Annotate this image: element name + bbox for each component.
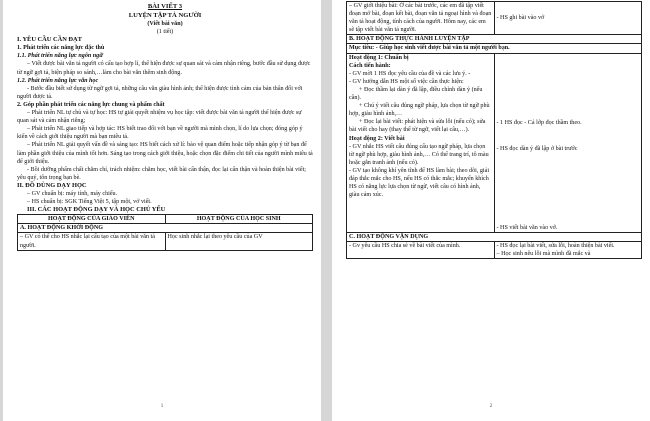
document-page-2	[332, 0, 650, 421]
list-item: - GV tạo không khí yên tĩnh để HS làm bài; theo dõi, giải đáp thắc mắc cho HS, nếu HS có thắc mắc; khuyến khích HS có năng lực lựa chọn từ ngữ, viết câu có hình ảnh, giàu cảm xúc.	[349, 167, 490, 199]
student-response: - 1 HS đọc - Cả lớp đọc thầm theo.	[496, 119, 582, 126]
paragraph: - Bồi dưỡng phẩm chất chăm chỉ, trách nhiệm: chăm học, viết bài cẩn thận, đọc lại cẩn thận và hoàn thiện bài viết; yêu quý, tôn trọng bạn bè.	[17, 166, 306, 181]
objective-cell	[347, 44, 642, 53]
subsubsection-heading: 1.2. Phát triển năng lực văn học	[17, 77, 99, 84]
section-a-heading: A. HOẠT ĐỘNG KHỞI ĐỘNG	[18, 224, 313, 233]
page-2-content	[346, 1, 642, 259]
student-cell: Học sinh nhắc lại theo yêu cầu của GV	[165, 233, 313, 250]
section-b-heading: B. HOẠT ĐỘNG THỰC HÀNH LUYỆN TẬP	[347, 35, 642, 44]
column-header-teacher: HOẠT ĐỘNG CỦA GIÁO VIÊN	[18, 215, 166, 224]
paragraph: – HS chuẩn bị: SGK Tiếng Việt 5, tập một, vở viết.	[27, 199, 152, 206]
list-item: + Đọc thầm lại dàn ý đã lập, điều chỉnh dàn ý (nếu cần).	[349, 86, 483, 102]
page-number: 2	[489, 404, 493, 409]
paragraph: – Phát triển NL tự chủ và tự học: HS tự giải quyết nhiệm vụ học tập: viết được bài văn tả người thể hiện được sự quan sát và cảm nhận riêng;	[17, 110, 302, 125]
list-item: + Đọc lại bài viết: phát hiện và sửa lỗi (nếu có); sửa bài viết cho hay (thay thế từ ngữ, viết lại câu,…).	[349, 119, 486, 134]
teacher-cell: – GV có thể cho HS nhắc lại cấu tạo của một bài văn tả người.	[18, 233, 166, 250]
table-section-row	[347, 35, 642, 44]
section-c-heading: C. HOẠT ĐỘNG VẬN DỤNG	[347, 232, 642, 241]
table-header-row	[18, 215, 313, 224]
student-response: – Học sinh nêu lỗi mà mình đã mắc và	[496, 251, 591, 258]
teacher-cell: – GV giới thiệu bài: Ở các bài trước, các em đã tập viết đoạn mở bài, đoạn kết bài, đoạn văn tả ngoại hình và đoạn văn tả hoạt động, tính cách của người. Hôm nay, các em sẽ tập viết bài văn tả người.	[347, 2, 495, 35]
objective-text: Mục tiêu: - Giúp học sinh viết được bài văn tả một người bạn.	[349, 45, 510, 52]
list-item: + Chú ý viết câu đúng ngữ pháp, lựa chọn từ ngữ phù hợp, giàu hình ảnh,…	[349, 103, 490, 118]
lesson-number: BÀI VIẾT 3	[147, 3, 183, 10]
paragraph: – GV chuẩn bị: máy tính, máy chiếu.	[27, 190, 118, 197]
table-row	[18, 233, 313, 250]
paragraph: – Phát triển NL giao tiếp và hợp tác: HS biết trao đổi với bạn về người mà mình chọn, lí do lựa chọn; đóng góp ý kiến về cách giới thiệu người mà bạn miêu tả.	[17, 126, 303, 141]
section-heading: II. ĐỒ DÙNG DẠY HỌC	[17, 181, 87, 189]
table-section-row	[18, 224, 313, 233]
lesson-duration: (1 tiết)	[156, 29, 174, 36]
page-number: 1	[160, 404, 164, 409]
table-row	[347, 2, 642, 35]
table-row	[347, 44, 642, 53]
activity-heading: Hoạt động 2: Viết bài	[349, 135, 405, 142]
student-cell	[494, 241, 642, 258]
procedure-label: Cách tiến hành:	[349, 62, 391, 69]
page-1-content	[17, 3, 313, 251]
activity-table	[17, 214, 313, 250]
student-response: - HS đọc lại bài viết, sửa lỗi, hoàn thiện bài viết.	[496, 242, 615, 249]
subsection-heading: 2. Góp phần phát triển các năng lực chung và phẩm chất	[17, 101, 165, 108]
activity-table-continued	[346, 1, 642, 259]
table-row	[347, 53, 642, 232]
student-cell	[494, 53, 642, 232]
table-row	[347, 241, 642, 258]
section-heading: I. YÊU CẦU CẦN ĐẠT	[17, 36, 82, 44]
teacher-cell	[347, 53, 495, 232]
lesson-title: LUYỆN TẬP TẢ NGƯỜI	[128, 11, 202, 19]
list-item: - GV hướng dẫn HS một số việc cần thực hiện:	[349, 78, 464, 85]
list-item: - GV mời 1 HS đọc yêu cầu của đề và các lưu ý. -	[349, 70, 471, 77]
section-heading: III. CÁC HOẠT ĐỘNG DẠY VÀ HỌC CHỦ YẾU	[27, 206, 166, 214]
subsubsection-heading: 1.1. Phát triển năng lực ngôn ngữ	[17, 53, 103, 60]
teacher-cell: - Gv yêu cầu HS chia sẻ về bài viết của mình.	[347, 241, 495, 258]
paragraph: – Phát triển NL giải quyết vấn đề và sáng tạo: HS biết cách xử lí: bảo vệ quan điểm hoặc tiếp nhận góp ý từ bạn để làm phần giới thiệu của mình tốt hơn. Sáng tạo trong cách giới thiệu, hoặc chọn đặc điểm chi tiết của người mình miêu tả để giới thiệu.	[17, 142, 313, 165]
activity-heading: Hoạt động 1: Chuẩn bị	[349, 54, 409, 61]
subsection-heading: 1. Phát triển các năng lực đặc thù	[17, 45, 105, 52]
student-response: - HS viết bài văn vào vở.	[496, 224, 558, 231]
column-header-student: HOẠT ĐỘNG CỦA HỌC SINH	[165, 215, 313, 224]
paragraph: - Bước đầu biết sử dụng từ ngữ gợi tả, những câu văn giàu hình ảnh; thể hiện được tình cảm của bản thân đối với người được tả.	[17, 85, 303, 100]
student-cell: - HS ghi bài vào vở	[494, 2, 642, 35]
student-response: - HS đọc dàn ý đã lập ở bài trước	[496, 145, 578, 152]
document-page-1	[3, 0, 321, 421]
list-item: - GV nhắc HS viết câu đúng cấu tạo ngữ pháp, lựa chọn từ ngữ phù hợp, giàu hình ảnh,… Có thể trang trí, tô màu hoặc gắn tranh ảnh (nếu có).	[349, 143, 489, 166]
lesson-subtitle: (Viết bài văn)	[147, 21, 183, 27]
table-section-row	[347, 232, 642, 241]
paragraph: – Viết được bài văn tả người có cấu tạo hợp lí, thể hiện được sự quan sát và cảm nhận riêng, bước đầu sử dụng được từ ngữ gợi tả, biện pháp so sánh,…làm cho bài văn thêm sinh động.	[17, 61, 311, 76]
